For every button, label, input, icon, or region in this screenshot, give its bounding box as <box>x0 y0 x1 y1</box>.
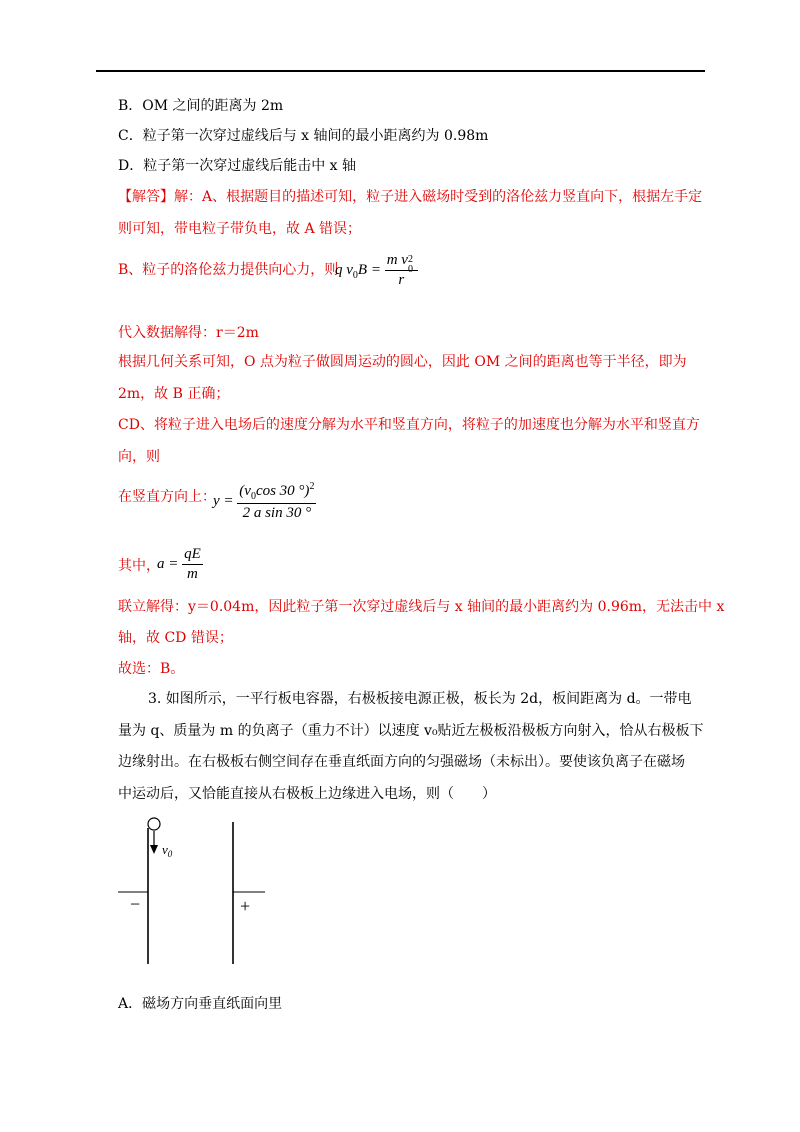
negative-sign: − <box>130 894 141 914</box>
velocity-label: $v_0$ <box>162 842 173 859</box>
equation-y: y = $\frac{(v_0\cos 30 ^\circ)^2}{\text{2 a sin 30 °}}$ <box>213 481 315 521</box>
answer-where-intro: 其中， <box>118 558 160 574</box>
question3-line-1: 3. 如图所示，一平行板电容器，右极板接电源正极，板长为 2d，板间距离为 d。一带电 <box>148 691 692 707</box>
option-a: A．磁场方向垂直纸面向里 <box>118 996 283 1012</box>
velocity-arrowhead <box>150 845 158 854</box>
a-fraction: $\frac{qE}{m}$ <box>184 546 201 582</box>
option-d: D．粒子第一次穿过虚线后能击中 x 轴 <box>118 158 357 174</box>
answer-joint-2: 轴，故 CD 错误； <box>118 630 233 646</box>
answer-b-intro: B、粒子的洛伦兹力提供向心力，则 <box>118 262 339 278</box>
positive-sign: + <box>240 896 251 916</box>
y-fraction: $\frac{(v_0\cos 30 ^\circ)^2}{\text{2 a sin 30 °}}$ <box>239 481 315 521</box>
answer-choice: 故选：B。 <box>118 661 185 677</box>
question3-line-3: 边缘射出。在右极板右侧空间存在垂直纸面方向的匀强磁场（未标出）。要使该负离子在磁场 <box>118 754 685 770</box>
equation-a: a = $\frac{qE}{m}$ <box>157 546 201 582</box>
answer-cd-2: 向，则 <box>118 449 160 465</box>
answer-joint-1: 联立解得：y＝0.04m，因此粒子第一次穿过虚线后与 x 轴间的最小距离约为 0.96m，无法击中 x <box>118 599 725 615</box>
answer-geom-1: 根据几何关系可知，O 点为粒子做圆周运动的圆心，因此 OM 之间的距离也等于半径，即为 <box>118 354 687 370</box>
answer-geom-2: 2m，故 B 正确； <box>118 386 230 402</box>
question3-line-4: 中运动后，又恰能直接从右极板上边缘进入电场，则（ ） <box>118 786 496 802</box>
lorentz-fraction: m v 2 0 r <box>385 252 418 289</box>
ion-particle <box>148 818 160 830</box>
answer-cd-1: CD、将粒子进入电场后的速度分解为水平和竖直方向，将粒子的加速度也分解为水平和竖直方 <box>118 417 700 433</box>
question3-line-2: 量为 q、质量为 m 的负离子（重力不计）以速度 v₀贴近左极板沿极板方向射入，恰从右极板下 <box>118 723 704 739</box>
equation-lorentz: q $v_0B$ = m v 2 0 r <box>335 252 418 289</box>
option-c: C．粒子第一次穿过虚线后与 x 轴间的最小距离约为 0.98m <box>118 128 489 144</box>
answer-vertical-intro: 在竖直方向上： <box>118 489 216 505</box>
answer-solve-r: 代入数据解得：r＝2m <box>118 325 259 341</box>
answer-line-2: 则可知，带电粒子带负电，故 A 错误； <box>118 221 362 237</box>
answer-text-1: 解：A、根据题目的描述可知，粒子进入磁场时受到的洛伦兹力竖直向下，根据左手定 <box>174 189 703 205</box>
answer-tag: 【解答】 <box>118 189 174 205</box>
option-b: B．OM 之间的距离为 2m <box>118 98 284 114</box>
answer-line-1 <box>118 188 702 206</box>
header-rule <box>96 70 705 72</box>
capacitor-figure <box>110 812 280 972</box>
